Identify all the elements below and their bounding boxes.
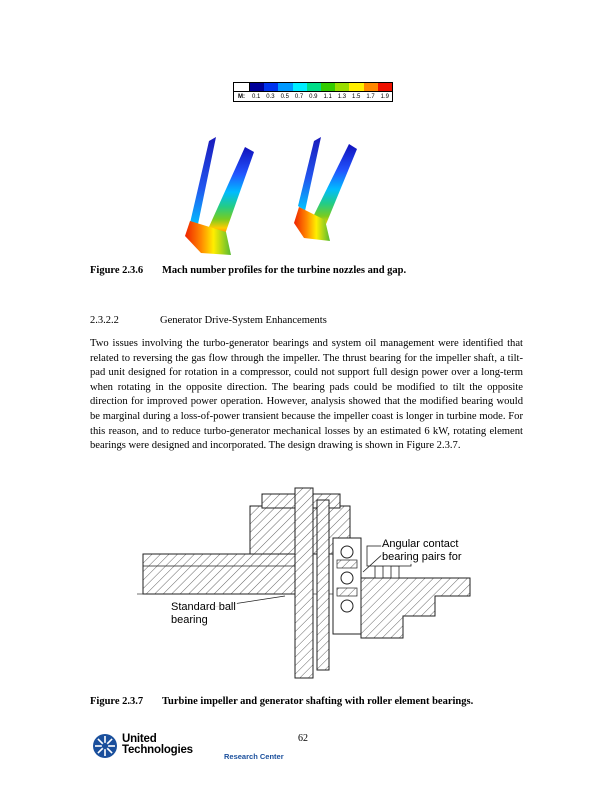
- legend-tick-label: 1.5: [352, 93, 361, 100]
- legend-tick-label: 1.3: [337, 93, 347, 100]
- united-technologies-wordmark: [122, 734, 193, 756]
- legend-tick-label: 1.9: [380, 93, 389, 100]
- legend-tick-label: 0.1: [251, 93, 261, 100]
- backplate-disc: [295, 488, 313, 678]
- annotation-angular-line1: Angular contact: [382, 538, 459, 550]
- body-paragraph: Two issues involving the turbo-generator bearings and system oil management were identified that related to reversing the gas flow through the impeller. The thrust bearing for the impeller shaft, a tilt-pad unit designed for rotation in a compressor, could not support full design power over a long-term when rotating in the opposite direction. The bearing pads could be modified to tilt the opposite direction for improved power operation. However, analysis showed that the modified bearing would be marginal during a loss-of-power transient because the impeller coast is longer in turbine mode. For this reason, and to reduce turbo-generator mechanical losses by an estimated 6 kW, rotating element bearings were designed and incorporated. The design drawing is shown in Figure 2.3.7.: [90, 338, 523, 452]
- mach-legend-ticks: [249, 94, 392, 100]
- legend-tick-label: 1.1: [323, 93, 332, 100]
- mach-legend-tick-row: [234, 91, 392, 101]
- mach-legend-cells: [249, 83, 392, 91]
- annotation-angular-contact: [381, 538, 463, 564]
- bearing-spacer-1: [337, 560, 357, 568]
- coupling-bolt-2: [391, 566, 399, 578]
- generator-shaft-section: [361, 578, 470, 638]
- legend-color-cell: [293, 83, 307, 91]
- united-technologies-logo-icon: [92, 733, 118, 759]
- section-number: 2.3.2.2: [90, 315, 119, 326]
- legend-color-cell: [335, 83, 349, 91]
- annotation-angular-line2: bearing pairs for: [382, 551, 462, 563]
- figure-237-text: Turbine impeller and generator shafting with roller element bearings.: [162, 696, 474, 707]
- section-title: Generator Drive-System Enhancements: [160, 315, 327, 326]
- legend-tick-label: 1.7: [366, 93, 375, 100]
- legend-color-cell: [307, 83, 321, 91]
- section-heading: [90, 315, 532, 326]
- coupling-bolt-1: [375, 566, 383, 578]
- legend-color-cell: [378, 83, 392, 91]
- mach-profile-figure: [183, 128, 369, 260]
- legend-tick-label: 0.7: [294, 93, 304, 100]
- spacer-disc: [317, 500, 329, 670]
- annotation-standard-line2: bearing: [171, 614, 208, 626]
- nozzle-blade-main-left: [208, 147, 254, 237]
- legend-color-cell: [250, 83, 264, 91]
- annotation-standard-line1: Standard ball: [171, 601, 236, 613]
- bearing-ball-2: [341, 572, 353, 584]
- mach-legend-label: M:: [238, 93, 245, 100]
- figure-236-caption: [90, 264, 532, 277]
- legend-color-cell: [364, 83, 378, 91]
- nozzle-blade-sliver-left: [190, 137, 216, 229]
- legend-tick-label: 0.9: [309, 93, 318, 100]
- figure-237-label: Figure 2.3.7: [90, 696, 144, 707]
- mach-legend: [233, 82, 393, 102]
- brand-line1: United: [122, 733, 157, 745]
- figure-237-caption: [90, 695, 532, 708]
- figure-236-label: Figure 2.3.6: [90, 265, 144, 276]
- legend-color-cell: [349, 83, 363, 91]
- legend-color-cell: [264, 83, 278, 91]
- bearing-spacer-2: [337, 588, 357, 596]
- legend-color-cell: [321, 83, 335, 91]
- impeller-shaft-section: [143, 554, 298, 594]
- legend-tick-label: 0.5: [280, 93, 289, 100]
- annotation-standard-ball: [170, 601, 237, 627]
- brand-line2: Technologies: [122, 744, 193, 756]
- nozzle-blade-sliver-right: [298, 137, 321, 211]
- figure-236-text: Mach number profiles for the turbine nozzles and gap.: [162, 265, 407, 276]
- bearing-ball-1: [341, 546, 353, 558]
- legend-tick-label: 0.3: [266, 93, 275, 100]
- legend-color-cell: [278, 83, 292, 91]
- bearing-drawing: [135, 486, 475, 686]
- page-number: 62: [298, 733, 308, 744]
- bearing-ball-3: [341, 600, 353, 612]
- research-center-label: Research Center: [224, 752, 284, 761]
